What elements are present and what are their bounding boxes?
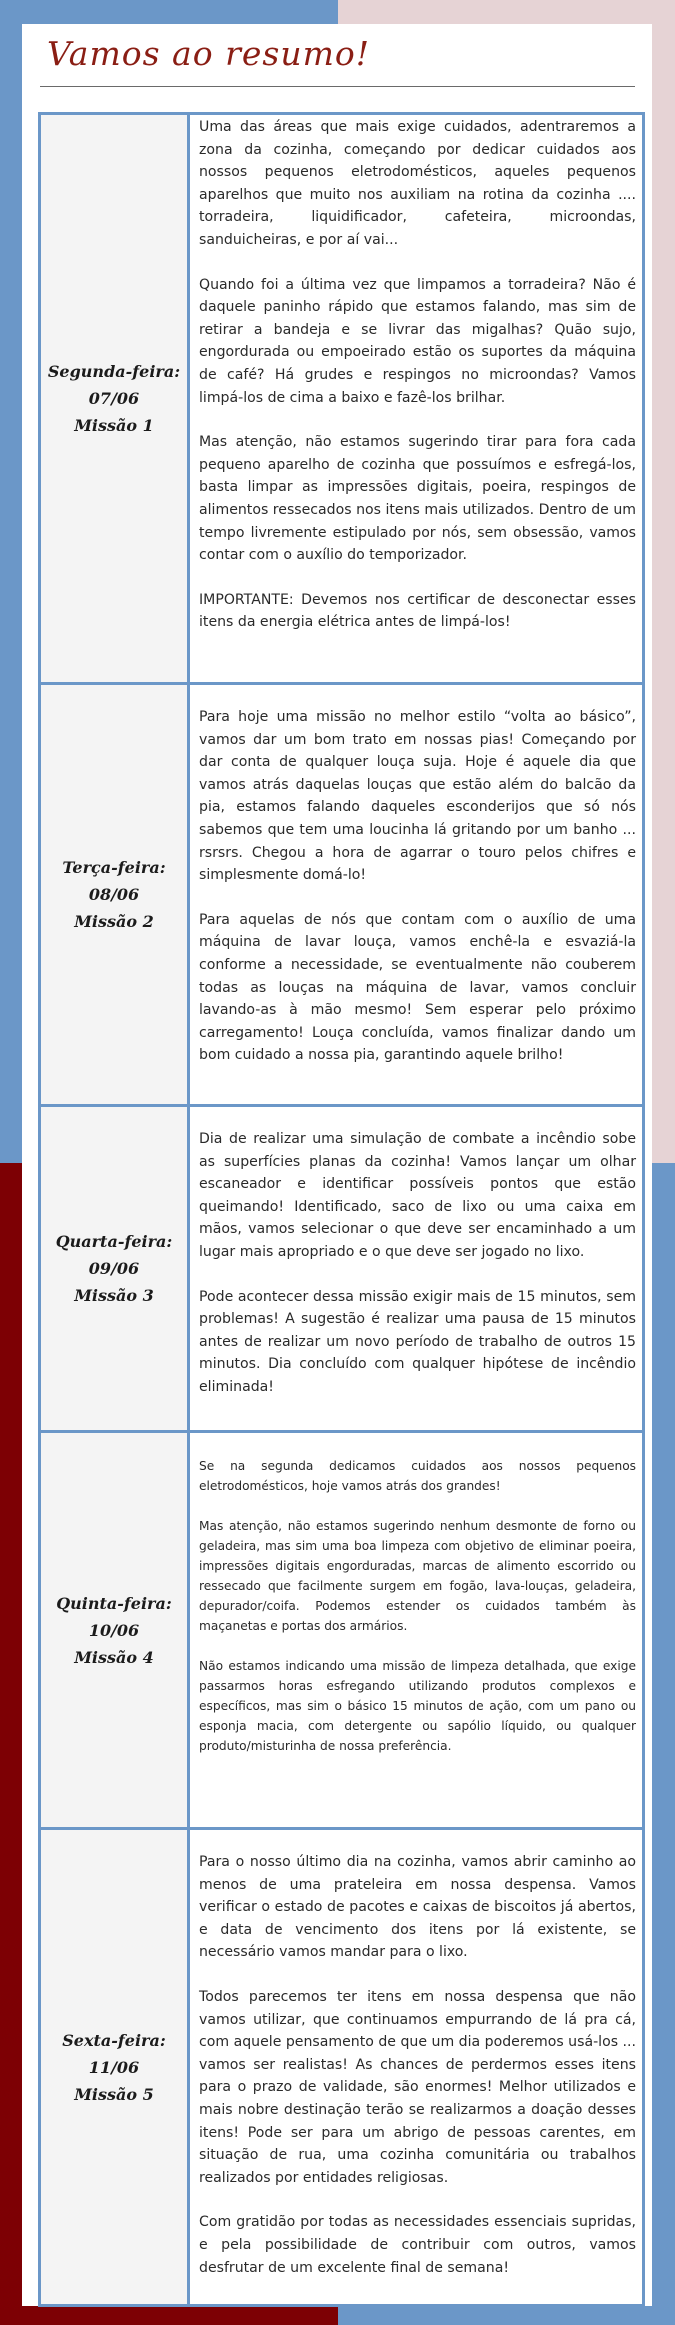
day-name: Quinta-feira: [56,1593,172,1613]
mission-row-3 [41,1104,642,1430]
mission-description [190,1107,642,1430]
day-cell [41,1433,190,1827]
mission-schedule-table [38,112,645,2307]
mission-label: Missão 5 [74,2084,154,2104]
day-date: 10/06 [88,1620,140,1640]
paragraph: Para hoje uma missão no melhor estilo “volta ao básico”, vamos dar um bom trato em nossas pias! Começando por dar conta de qualquer louça suja. Hoje é aquele dia que vamos atrás daquelas louças que estão além do balcão da pia, estamos falando daqueles esconderijos que só nós sabemos que tem uma loucinha lá gritando por um banho ... rsrsrs. Chegou a hora de agarrar o touro pelos chifres e simplesmente domá-lo! [199,709,636,884]
mission-row-5 [41,1827,642,2304]
mission-description [190,1830,642,2304]
paragraph: Dia de realizar uma simulação de combate a incêndio sobe as superfícies planas da cozinha! Vamos lançar um olhar escaneador e identificar possíveis pontos que estão queimando! Identificado, saco de lixo ou uma caixa em mãos, vamos selecionar o que deve ser encaminhado a um lugar mais apropriado e o que deve ser jogado no lixo. [199,1131,636,1260]
day-name: Terça-feira: [62,858,166,877]
day-date: 07/06 [88,389,140,408]
summary-card [22,24,652,2306]
paragraph: IMPORTANTE: Devemos nos certificar de desconectar esses itens da energia elétrica antes de limpá-los! [199,591,636,631]
day-date: 11/06 [88,2057,140,2077]
paragraph: Mas atenção, não estamos sugerindo nenhum desmonte de forno ou geladeira, mas sim uma boa limpeza com objetivo de eliminar poeira, impressões digitais engorduradas, marcas de alimento escorrido ou ressecado que facilmente surgem em fogão, lava-louças, geladeira, depurador/coifa. Podemos estender os cuidados também às maçanetas e portas dos armários. [199,1519,636,1633]
mission-description [190,1433,642,1827]
mission-description [190,685,642,1104]
paragraph: Uma das áreas que mais exige cuidados, adentraremos a zona da cozinha, começando por dedicar cuidados aos nossos pequenos eletrodomésticos, aqueles pequenos aparelhos que muito nos auxiliam na rotina da cozinha .... torradeira, liquidificador, cafeteira, microondas, sanduicheiras, e por aí vai... [199,119,636,248]
paragraph: Para o nosso último dia na cozinha, vamos abrir caminho ao menos de uma prateleira em nossa despensa. Vamos verificar o estado de pacotes e caixas de biscoitos já abertos, e data de vencimento dos itens por lá existente, se necessário vamos mandar para o lixo. [199,1854,636,1961]
day-date: 09/06 [88,1259,140,1278]
day-cell [41,115,190,682]
paragraph: Para aquelas de nós que contam com o auxílio de uma máquina de lavar louça, vamos enchê-la e esvaziá-la conforme a necessidade, se eventualmente não couberem todas as louças na máquina de lavar, vamos concluir lavando-as à mão mesmo! Sem esperar pelo próximo carregamento! Louça concluída, vamos finalizar dando um bom cuidado a nossa pia, garantindo aquele brilho! [199,911,636,1064]
day-cell [41,1107,190,1430]
paragraph: Mas atenção, não estamos sugerindo tirar para fora cada pequeno aparelho de cozinha que possuímos e esfregá-los, basta limpar as impressões digitais, poeira, respingos de alimentos ressecados nos itens mais utilizados. Dentro de um tempo livremente estipulado por nós, sem obsessão, vamos contar com o auxílio do temporizador. [199,434,636,564]
day-cell [41,685,190,1104]
mission-row-2 [41,682,642,1104]
paragraph: Todos parecemos ter itens em nossa despensa que não vamos utilizar, que continuamos empurrando de lá pra cá, com aquele pensamento de que um dia poderemos usá-los ... vamos ser realistas! As chances de perdermos esses itens para o prazo de validade, são enormes! Melhor utilizados e mais nobre destinação terão se realizarmos a doação desses itens! Pode ser para um abrigo de pessoas carentes, em situação de rua, uma cozinha comunitária ou trabalhos realizados por entidades religiosas. [199,1988,636,2186]
mission-row-4 [41,1430,642,1827]
day-cell [41,1830,190,2304]
mission-description [190,115,642,682]
page-title: Vamos ao resumo! [47,34,371,73]
day-name: Quarta-feira: [55,1232,173,1251]
paragraph: Quando foi a última vez que limpamos a torradeira? Não é daquele paninho rápido que estamos falando, mas sim de retirar a bandeja e se livrar das migalhas? Quão sujo, engordurada ou empoeirado estão os suportes da máquina de café? Há grudes e respingos no microondas? Vamos limpá-los de cima a baixo e fazê-los brilhar. [199,276,636,406]
mission-label: Missão 4 [74,1647,154,1667]
paragraph: Pode acontecer dessa missão exigir mais de 15 minutos, sem problemas! A sugestão é realizar uma pausa de 15 minutos antes de realizar um novo período de trabalho de outros 15 minutos. Dia concluído com qualquer hipótese de incêndio eliminada! [199,1288,636,1395]
mission-label: Missão 1 [74,416,154,435]
title-divider [40,86,635,87]
mission-row-1 [41,115,642,682]
paragraph: Não estamos indicando uma missão de limpeza detalhada, que exige passarmos horas esfregando utilizando produtos complexos e específicos, mas sim o básico 15 minutos de ação, com um pano ou esponja macia, com detergente ou sapólio líquido, ou qualquer produto/misturinha de nossa preferência. [199,1659,636,1753]
paragraph: Com gratidão por todas as necessidades essenciais supridas, e pela possibilidade de contribuir com outros, vamos desfrutar de um excelente final de semana! [199,2214,636,2276]
day-name: Sexta-feira: [62,2030,166,2050]
day-name: Segunda-feira: [47,362,181,381]
mission-label: Missão 3 [74,1286,154,1305]
mission-label: Missão 2 [74,912,154,931]
paragraph: Se na segunda dedicamos cuidados aos nossos pequenos eletrodomésticos, hoje vamos atrás dos grandes! [199,1459,636,1493]
day-date: 08/06 [88,885,140,904]
